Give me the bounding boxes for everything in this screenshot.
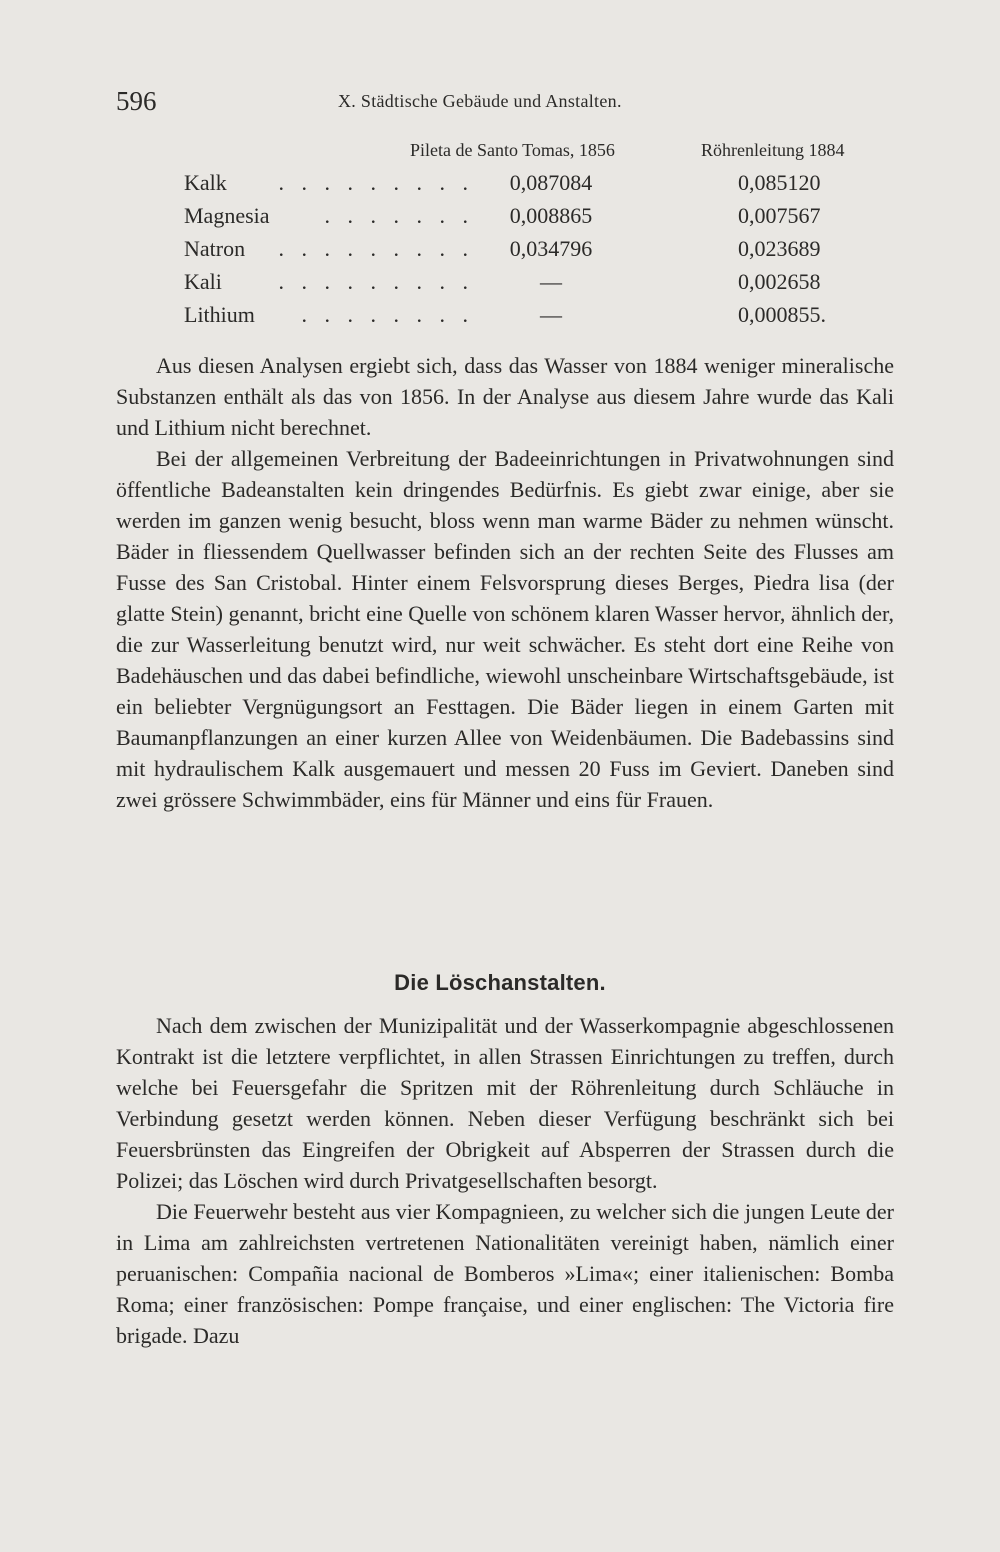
value-1884: 0,085120: [738, 170, 821, 195]
leader-dots: . . . . . . .: [324, 203, 474, 228]
table-row: [184, 170, 904, 203]
row-label: Magnesia: [184, 203, 270, 228]
paragraph: Die Feuerwehr besteht aus vier Kompagnieen, zu welcher sich die jungen Leute der in Lima am zahlreichsten vertretenen Nationalitäten vereinigt haben, nämlich einer peruanischen: Compañia nacional de Bomberos »Lima«; einer italienischen: Bomba Roma; einer französischen: Pompe française, und einer englischen: The Victoria fire brigade. Dazu: [116, 1199, 894, 1348]
value-1856: 0,087084: [509, 170, 593, 195]
body-section-1: [116, 350, 894, 815]
page-header: [116, 86, 896, 122]
table-row: [184, 269, 904, 302]
value-1884: 0,007567: [738, 203, 821, 228]
running-title: X. Städtische Gebäude und Anstalten.: [338, 91, 622, 111]
leader-dots: . . . . . . . .: [301, 302, 474, 327]
table-row: [184, 236, 904, 269]
value-1856: —: [540, 269, 562, 294]
value-1856: 0,034796: [509, 236, 593, 261]
value-1884: 0,002658: [738, 269, 821, 294]
paragraph: Bei der allgemeinen Verbreitung der Badeeinrichtungen in Privatwohnungen sind öffentliche Badeanstalten kein dringendes Bedürfnis. Es giebt zwar einige, aber sie werden im ganzen wenig besucht, bloss wenn man warme Bäder zu nehmen wünscht. Bäder in fliessendem Quellwasser befinden sich an der rechten Seite des Flusses am Fusse des San Cristobal. Hinter einem Felsvorsprung dieses Berges, Piedra lisa (der glatte Stein) genannt, bricht eine Quelle von schönem klaren Wasser hervor, ähnlich der, die zur Wasserleitung benutzt wird, nur weit schwächer. Es steht dort eine Reihe von Badehäuschen und das dabei befindliche, wiewohl unscheinbare Wirtschaftsgebäude, ist ein beliebter Vergnügungsort an Festtagen. Die Bäder liegen in einem Garten mit Baumanpflanzungen an einer kurzen Allee von Weidenbäumen. Die Badebassins sind mit hydraulischem Kalk ausgemauert und messen 20 Fuss im Geviert. Daneben sind zwei grössere Schwimmbäder, eins für Männer und eins für Frauen.: [116, 446, 894, 812]
row-label: Kalk: [184, 170, 227, 195]
value-1856: —: [540, 302, 562, 327]
leader-dots: . . . . . . . . .: [278, 170, 474, 195]
value-1856: 0,008865: [509, 203, 593, 228]
row-label: Natron: [184, 236, 246, 261]
paragraph: Nach dem zwischen der Munizipalität und der Wasserkompagnie abgeschlossenen Kontrakt ist die letztere verpflichtet, in allen Strassen Einrichtungen zu treffen, durch welche bei Feuersgefahr die Spritzen mit der Röhrenleitung durch Schläuche in Verbindung gesetzt werden können. Neben dieser Verfügung beschränkt sich bei Feuersbrünsten das Eingreifen der Obrigkeit auf Absperren der Strassen durch die Polizei; das Löschen wird durch Privatgesellschaften besorgt.: [116, 1013, 894, 1193]
table-header: [184, 140, 904, 170]
value-1884: 0,023689: [738, 236, 821, 261]
section-heading: Die Löschanstalten.: [394, 970, 606, 995]
row-label: Kali: [184, 269, 222, 294]
body-section-2: [116, 1010, 894, 1351]
table-row: [184, 302, 904, 335]
row-label: Lithium: [184, 302, 255, 327]
leader-dots: . . . . . . . . .: [278, 236, 474, 261]
table-row: [184, 203, 904, 236]
column-header-1856: Pileta de Santo Tomas, 1856: [410, 140, 615, 160]
analysis-table: [184, 140, 904, 335]
page-number: 596: [116, 86, 157, 116]
leader-dots: . . . . . . . . .: [278, 269, 474, 294]
paragraph: Aus diesen Analysen ergiebt sich, dass das Wasser von 1884 weniger mineralische Substanzen enthält als das von 1856. In der Analyse aus diesem Jahre wurde das Kali und Lithium nicht berechnet.: [116, 353, 894, 440]
value-1884: 0,000855.: [738, 302, 826, 327]
column-header-1884: Röhrenleitung 1884: [701, 140, 845, 160]
